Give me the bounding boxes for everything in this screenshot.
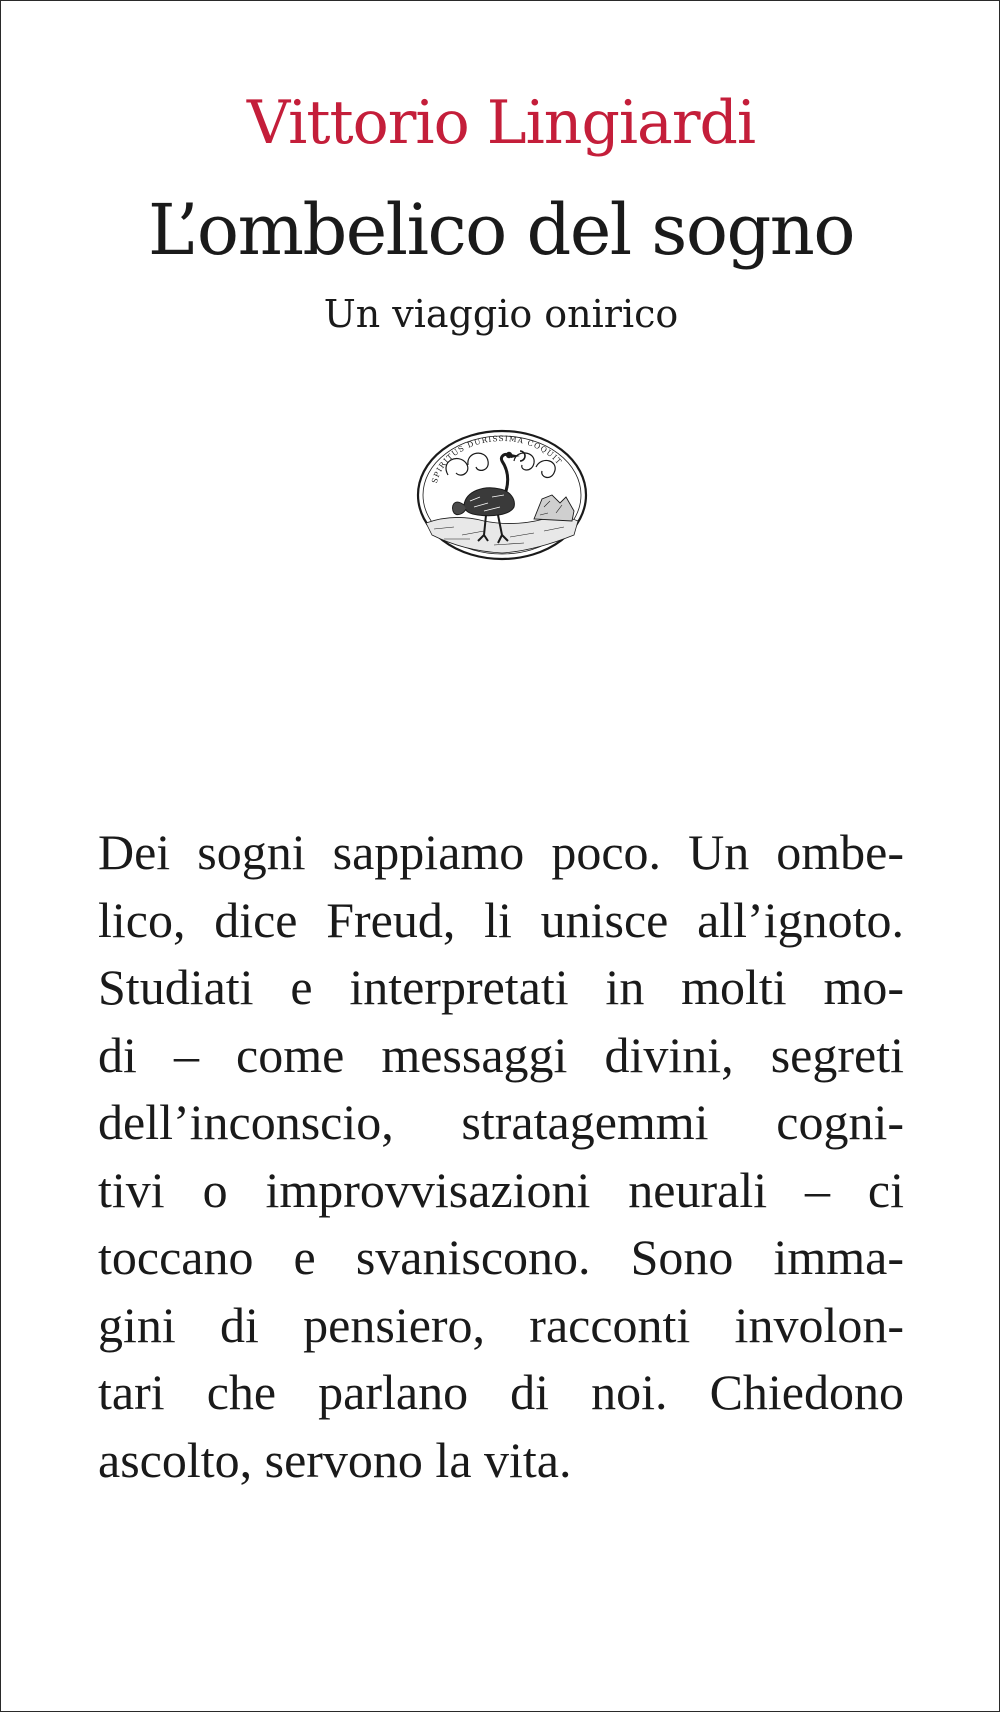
blurb-line: Dei sogni sappiamo poco. Un ombe- (98, 824, 904, 880)
blurb-line: tivi o improvvisazioni neurali – ci (98, 1161, 904, 1218)
blurb-line: toccano e svaniscono. Sono imma- (98, 1229, 904, 1285)
ostrich-emblem-icon (414, 427, 590, 563)
book-subtitle: Un viaggio onirico (323, 292, 679, 336)
blurb-line: gini di pensiero, racconti involon- (98, 1296, 904, 1353)
author-name: Vittorio Lingiardi (246, 88, 756, 158)
blurb-line: lico, dice Freud, li unisce all’ignoto. (98, 891, 904, 948)
blurb-line: Studiati e interpretati in molti mo- (98, 959, 904, 1015)
blurb-line: ascolto, servono la vita. (98, 1431, 572, 1488)
blurb-line: tari che parlano di noi. Chiedono (98, 1364, 904, 1420)
svg-text:SPIRITUS DURISSIMA COQUIT: SPIRITUS DURISSIMA COQUIT (429, 433, 564, 485)
blurb-line: dell’inconscio, stratagemmi cogni- (98, 1094, 904, 1150)
book-title: L’ombelico del sogno (147, 189, 855, 271)
blurb-line: di – come messaggi divini, segreti (98, 1026, 904, 1083)
back-cover-blurb (98, 819, 904, 1494)
